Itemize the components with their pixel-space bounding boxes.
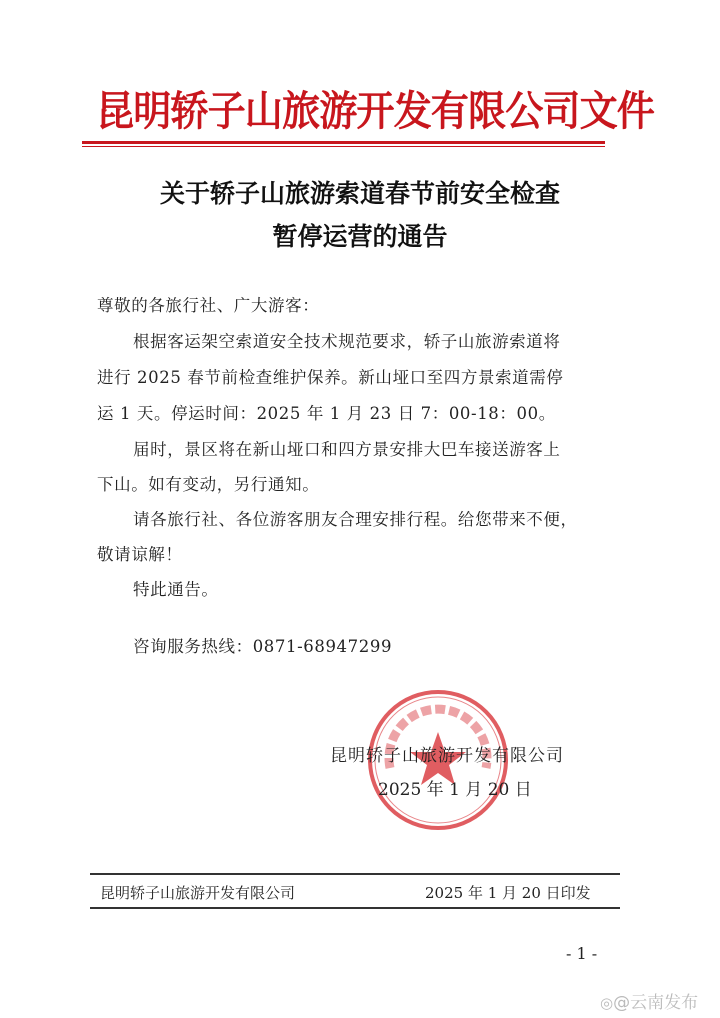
- paragraph-line: 敬请谅解！: [97, 545, 183, 564]
- weibo-watermark: [600, 988, 698, 1013]
- header-divider-thin: [82, 146, 605, 147]
- document-header: 昆明轿子山旅游开发有限公司文件: [96, 87, 654, 135]
- footer-issued-date: 2025 年 1 月 20 日印发: [425, 884, 591, 902]
- paragraph-line: 特此通告。: [133, 580, 219, 599]
- footer-bottom-rule: [90, 907, 620, 909]
- footer-top-rule: [90, 873, 620, 875]
- signature-company: 昆明轿子山旅游开发有限公司: [330, 746, 564, 766]
- notice-title-line-2: 暂停运营的通告: [272, 222, 448, 251]
- watermark-text: @云南发布: [613, 993, 699, 1013]
- header-divider-thick: [82, 141, 605, 144]
- paragraph-line: 根据客运架空索道安全技术规范要求，轿子山旅游索道将: [133, 332, 561, 351]
- signature-date: 2025 年 1 月 20 日: [378, 780, 532, 800]
- page-number: - 1 -: [566, 944, 598, 963]
- paragraph-line: 运 1 天。停运时间：2025 年 1 月 23 日 7：00-18：00。: [97, 404, 556, 423]
- paragraph-line: 届时，景区将在新山垭口和四方景安排大巴车接送游客上: [133, 440, 561, 459]
- weibo-icon: ◎: [600, 994, 614, 1012]
- paragraph-line: 下山。如有变动，另行通知。: [97, 475, 320, 494]
- paragraph-line: 请各旅行社、各位游客朋友合理安排行程。给您带来不便，: [133, 510, 578, 529]
- notice-title-line-1: 关于轿子山旅游索道春节前安全检查: [159, 179, 560, 208]
- salutation: 尊敬的各旅行社、广大游客：: [97, 296, 320, 315]
- paragraph-line: 进行 2025 春节前检查维护保养。新山垭口至四方景索道需停: [97, 368, 564, 387]
- footer-issuer: 昆明轿子山旅游开发有限公司: [100, 884, 296, 902]
- hotline: 咨询服务热线：0871-68947299: [133, 637, 393, 656]
